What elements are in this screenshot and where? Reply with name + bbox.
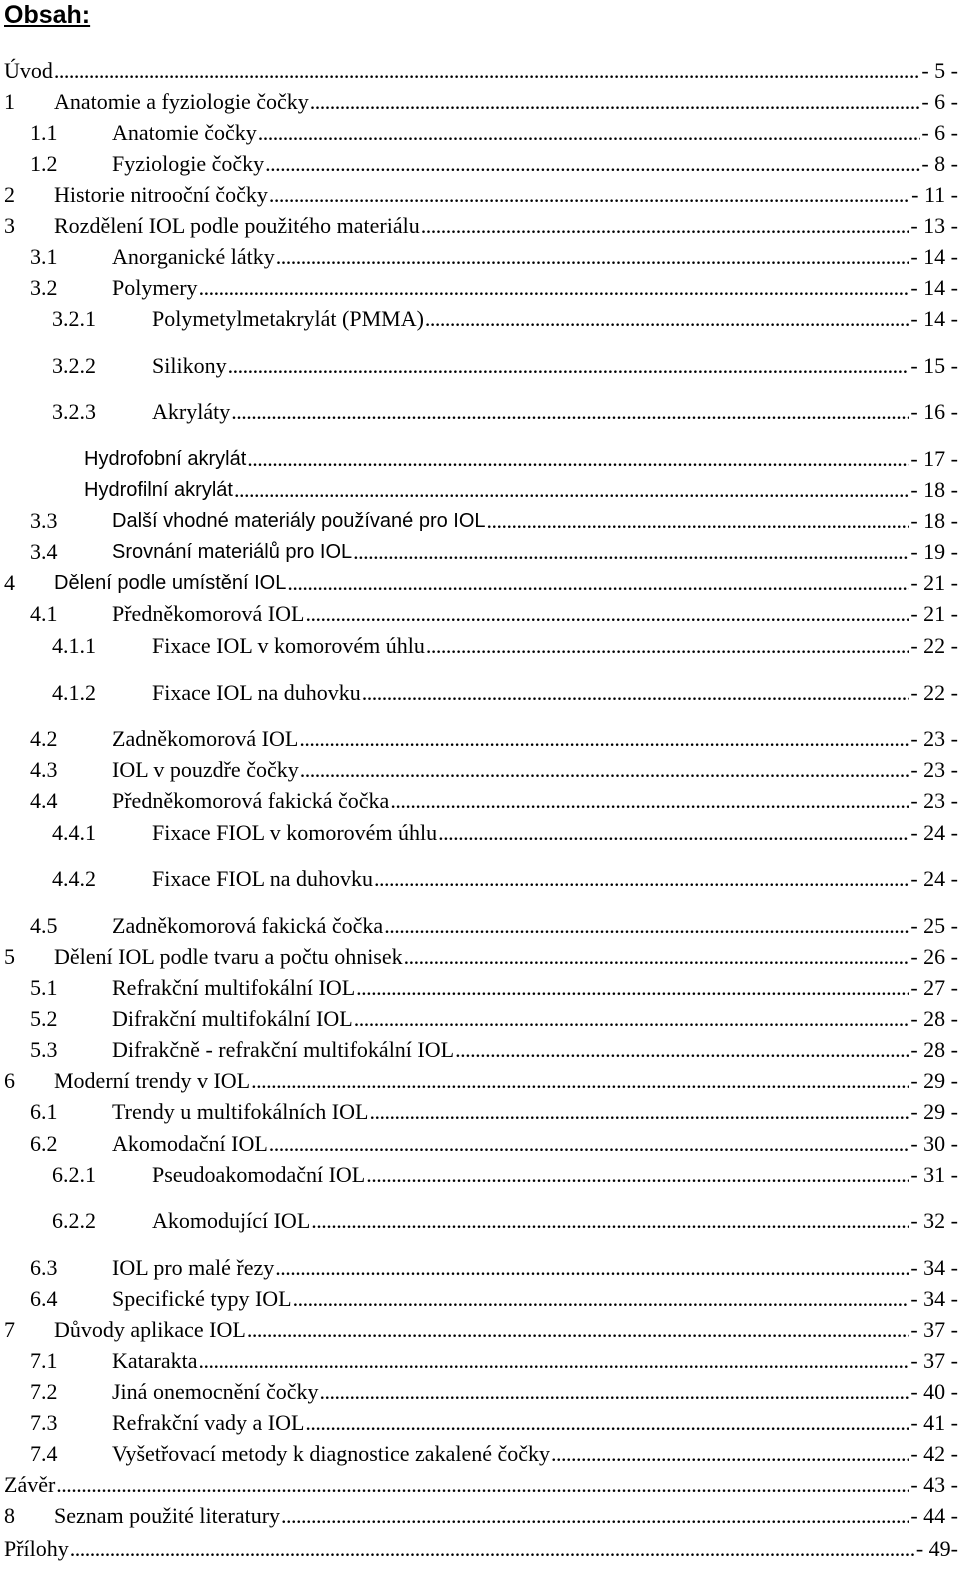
- toc-entry-number: 4.1.1: [52, 633, 96, 658]
- toc-entry-page: - 37 -: [910, 1317, 958, 1342]
- toc-entry-page: - 32 -: [910, 1208, 958, 1233]
- toc-entry-number: 6.2: [30, 1131, 58, 1156]
- dot-leader: [366, 1162, 909, 1188]
- dot-leader: [258, 120, 921, 146]
- toc-entry-number: 3.2.2: [52, 353, 96, 378]
- toc-entry[interactable]: [0, 784, 958, 814]
- toc-entry[interactable]: [0, 1095, 958, 1125]
- toc-entry-title: Anatomie čočky: [112, 120, 257, 145]
- toc-entry-page: - 15 -: [910, 353, 958, 378]
- toc-entry-page: - 24 -: [910, 820, 958, 845]
- toc-entry[interactable]: [0, 1033, 958, 1063]
- toc-entry-number: 7.2: [30, 1379, 58, 1404]
- toc-entry-page: - 27 -: [910, 975, 958, 1000]
- dot-leader: [70, 1536, 915, 1562]
- toc-entry-number: 7.4: [30, 1441, 58, 1466]
- toc-entry-number: 4.4: [30, 788, 58, 813]
- dot-leader: [199, 1348, 910, 1374]
- toc-entry[interactable]: [0, 676, 958, 706]
- toc-entry-page: - 43 -: [910, 1472, 958, 1497]
- toc-entry-number: 6: [4, 1068, 15, 1093]
- toc-entry-number: 7.1: [30, 1348, 58, 1373]
- dot-leader: [276, 244, 910, 270]
- toc-entry-title: Pseudoakomodační IOL: [152, 1162, 366, 1187]
- dot-leader: [234, 477, 909, 503]
- toc-entry[interactable]: [0, 722, 958, 752]
- dot-leader: [356, 975, 909, 1001]
- toc-entry-title: Důvody aplikace IOL: [54, 1317, 246, 1342]
- toc-entry-page: - 18 -: [910, 477, 958, 502]
- toc-entry-title: Difrakční multifokální IOL: [112, 1006, 353, 1031]
- toc-entry-title: Úvod: [4, 58, 53, 83]
- toc-entry-number: 6.1: [30, 1099, 58, 1124]
- toc-entry-title: Fixace FIOL na duhovku: [152, 866, 373, 891]
- toc-entry-title: Difrakčně - refrakční multifokální IOL: [112, 1037, 455, 1062]
- toc-entry-number: 5.3: [30, 1037, 58, 1062]
- toc-entry-title: Zadněkomorová IOL: [112, 726, 299, 751]
- dot-leader: [269, 182, 910, 208]
- toc-entry-title: Historie nitrooční čočky: [54, 182, 268, 207]
- toc-entry[interactable]: [0, 1406, 958, 1436]
- dot-leader: [287, 570, 909, 596]
- toc-entry-number: 4.1.2: [52, 680, 96, 705]
- toc-entry-number: 3.4: [30, 539, 58, 564]
- toc-entry[interactable]: [0, 271, 958, 301]
- toc-entry[interactable]: [0, 209, 958, 239]
- toc-entry[interactable]: [0, 566, 958, 596]
- dot-leader: [353, 539, 909, 565]
- toc-entry-title: Dělení IOL podle tvaru a počtu ohnisek: [54, 944, 403, 969]
- toc-entry-page: - 14 -: [910, 244, 958, 269]
- toc-entry-title: Anorganické látky: [112, 244, 275, 269]
- toc-entry[interactable]: [0, 240, 958, 270]
- toc-entry-title: Dělení podle umístění IOL: [54, 572, 287, 594]
- toc-entry-page: - 29 -: [910, 1068, 958, 1093]
- dot-leader: [551, 1441, 909, 1467]
- toc-entry-page: - 16 -: [910, 399, 958, 424]
- dot-leader: [362, 680, 910, 706]
- toc-entry-title: Fyziologie čočky: [112, 151, 265, 176]
- dot-leader: [54, 58, 920, 84]
- toc-entry-title: Hydrofobní akrylát: [84, 448, 247, 470]
- toc-entry-title: Akomodační IOL: [112, 1131, 268, 1156]
- toc-entry[interactable]: [0, 1204, 958, 1234]
- toc-entry-page: - 18 -: [910, 508, 958, 533]
- toc-entry[interactable]: [0, 178, 958, 208]
- toc-entry-page: - 6 -: [921, 120, 958, 145]
- toc-entry-title: Závěr: [4, 1472, 56, 1497]
- dot-leader: [56, 1472, 909, 1498]
- toc-entry-title: Hydrofilní akrylát: [84, 479, 233, 501]
- toc-entry-title: Fixace IOL na duhovku: [152, 680, 361, 705]
- dot-leader: [320, 1379, 910, 1405]
- dot-leader: [281, 1503, 909, 1529]
- toc-entry-page: - 40 -: [910, 1379, 958, 1404]
- dot-leader: [438, 820, 909, 846]
- toc-entry[interactable]: [0, 349, 958, 379]
- toc-entry[interactable]: [0, 147, 958, 177]
- toc-entry-title: IOL pro malé řezy: [112, 1255, 275, 1280]
- dot-leader: [247, 1317, 910, 1343]
- toc-entry-page: - 5 -: [921, 58, 958, 83]
- toc-entry[interactable]: [0, 629, 958, 659]
- toc-entry[interactable]: [0, 1251, 958, 1281]
- toc-entry-page: - 34 -: [910, 1286, 958, 1311]
- toc-entry[interactable]: [0, 116, 958, 146]
- toc-entry-page: - 23 -: [910, 757, 958, 782]
- dot-leader: [310, 89, 921, 115]
- toc-entry-number: 4.1: [30, 601, 58, 626]
- toc-heading: Obsah:: [4, 1, 91, 29]
- dot-leader: [384, 913, 909, 939]
- toc-entry[interactable]: [0, 473, 958, 503]
- toc-entry-title: Polymetylmetakrylát (PMMA): [152, 306, 424, 331]
- toc-entry[interactable]: [0, 54, 958, 84]
- toc-entry-page: - 21 -: [910, 570, 958, 595]
- toc-entry[interactable]: [0, 816, 958, 846]
- dot-leader: [455, 1037, 909, 1063]
- toc-entry[interactable]: [0, 1313, 958, 1343]
- toc-entry-page: - 49-: [915, 1536, 958, 1561]
- toc-entry-page: - 29 -: [910, 1099, 958, 1124]
- dot-leader: [300, 757, 910, 783]
- toc-entry-title: Refrakční multifokální IOL: [112, 975, 356, 1000]
- dot-leader: [354, 1006, 910, 1032]
- toc-entry-title: Další vhodné materiály používané pro IOL: [112, 510, 486, 532]
- toc-entry[interactable]: [0, 85, 958, 115]
- toc-entry-title: Fixace FIOL v komorovém úhlu: [152, 820, 438, 845]
- toc-entry-page: - 23 -: [910, 788, 958, 813]
- toc-entry-title: Fixace IOL v komorovém úhlu: [152, 633, 425, 658]
- dot-leader: [251, 1068, 909, 1094]
- toc-entry-title: Přílohy: [4, 1536, 69, 1561]
- dot-leader: [199, 275, 910, 301]
- toc-entry-number: 5: [4, 944, 15, 969]
- toc-entry[interactable]: [0, 1468, 958, 1498]
- toc-entry-page: - 41 -: [910, 1410, 958, 1435]
- toc-entry-page: - 26 -: [910, 944, 958, 969]
- toc-entry[interactable]: [0, 862, 958, 892]
- toc-entry-title: Trendy u multifokálních IOL: [112, 1099, 369, 1124]
- toc-entry[interactable]: [0, 971, 958, 1001]
- toc-entry[interactable]: [0, 535, 958, 565]
- toc-entry-page: - 22 -: [910, 633, 958, 658]
- toc-entry-number: 4.4.1: [52, 820, 96, 845]
- toc-entry-number: 4: [4, 570, 15, 595]
- toc-entry[interactable]: [0, 302, 958, 332]
- toc-entry-page: - 13 -: [910, 213, 958, 238]
- toc-entry-number: 3.2.1: [52, 306, 96, 331]
- toc-entry-page: - 28 -: [910, 1037, 958, 1062]
- toc-entry[interactable]: [0, 504, 958, 534]
- toc-entry-number: 6.2.1: [52, 1162, 96, 1187]
- toc-entry-title: Rozdělení IOL podle použitého materiálu: [54, 213, 420, 238]
- toc-entry-number: 3.3: [30, 508, 58, 533]
- toc-entry-number: 3.2.3: [52, 399, 96, 424]
- toc-entry-number: 4.5: [30, 913, 58, 938]
- toc-entry-number: 2: [4, 182, 15, 207]
- toc-entry[interactable]: [0, 597, 958, 627]
- toc-entry-number: 5.1: [30, 975, 58, 1000]
- toc-entry-page: - 11 -: [911, 182, 958, 207]
- toc-entry[interactable]: [0, 940, 958, 970]
- toc-entry-title: Specifické typy IOL: [112, 1286, 292, 1311]
- toc-entry[interactable]: [0, 1499, 958, 1529]
- toc-entry[interactable]: [0, 1158, 958, 1188]
- toc-entry-number: 4.2: [30, 726, 58, 751]
- toc-entry-number: 7: [4, 1317, 15, 1342]
- toc-entry-title: Vyšetřovací metody k diagnostice zakalené čočky: [112, 1441, 551, 1466]
- toc-entry-title: Katarakta: [112, 1348, 198, 1373]
- toc-entry-title: Moderní trendy v IOL: [54, 1068, 251, 1093]
- dot-leader: [311, 1208, 909, 1234]
- toc-entry-number: 6.4: [30, 1286, 58, 1311]
- toc-entry[interactable]: [0, 1282, 958, 1312]
- dot-leader: [374, 866, 909, 892]
- toc-entry-page: - 8 -: [921, 151, 958, 176]
- toc-entry-number: 1.1: [30, 120, 58, 145]
- toc-entry-page: - 14 -: [910, 306, 958, 331]
- toc-entry-title: Akomodující IOL: [152, 1208, 311, 1233]
- toc-entry-number: 3: [4, 213, 15, 238]
- toc-entry-title: Refrakční vady a IOL: [112, 1410, 305, 1435]
- toc-entry-page: - 14 -: [910, 275, 958, 300]
- dot-leader: [421, 213, 910, 239]
- dot-leader: [299, 726, 909, 752]
- toc-entry-page: - 17 -: [910, 446, 958, 471]
- dot-leader: [231, 399, 909, 425]
- toc-entry-number: 6.2.2: [52, 1208, 96, 1233]
- toc-entry-title: Zadněkomorová fakická čočka: [112, 913, 384, 938]
- toc-entry-number: 5.2: [30, 1006, 58, 1031]
- dot-leader: [426, 633, 909, 659]
- toc-entry[interactable]: [0, 1375, 958, 1405]
- dot-leader: [305, 601, 909, 627]
- toc-entry[interactable]: [0, 442, 958, 472]
- toc-entry-number: 1: [4, 89, 15, 114]
- toc-entry[interactable]: [0, 753, 958, 783]
- toc-entry-title: Předněkomorová fakická čočka: [112, 788, 390, 813]
- toc-entry-number: 7.3: [30, 1410, 58, 1435]
- toc-entry-page: - 44 -: [910, 1503, 958, 1528]
- toc-entry-title: Předněkomorová IOL: [112, 601, 305, 626]
- toc-entry-title: Anatomie a fyziologie čočky: [54, 89, 309, 114]
- toc-entry-page: - 28 -: [910, 1006, 958, 1031]
- toc-entry[interactable]: [0, 909, 958, 939]
- dot-leader: [275, 1255, 909, 1281]
- dot-leader: [390, 788, 909, 814]
- toc-entry[interactable]: [0, 1064, 958, 1094]
- toc-entry-title: IOL v pouzdře čočky: [112, 757, 299, 782]
- toc-entry[interactable]: [0, 1532, 958, 1562]
- toc-entry-page: - 19 -: [910, 539, 958, 564]
- toc-entry-title: Silikony: [152, 353, 227, 378]
- toc-entry-number: 6.3: [30, 1255, 58, 1280]
- toc-entry-number: 8: [4, 1503, 15, 1528]
- dot-leader: [369, 1099, 909, 1125]
- toc-entry-page: - 31 -: [910, 1162, 958, 1187]
- dot-leader: [293, 1286, 910, 1312]
- toc-entry-page: - 21 -: [910, 601, 958, 626]
- dot-leader: [404, 944, 910, 970]
- dot-leader: [305, 1410, 909, 1436]
- toc-entry-page: - 24 -: [910, 866, 958, 891]
- toc-entry-number: 1.2: [30, 151, 58, 176]
- toc-entry-page: - 37 -: [910, 1348, 958, 1373]
- toc-entry-page: - 34 -: [910, 1255, 958, 1280]
- toc-entry-number: 3.2: [30, 275, 58, 300]
- toc-entry-number: 4.4.2: [52, 866, 96, 891]
- dot-leader: [487, 508, 910, 534]
- toc-entry-page: - 42 -: [910, 1441, 958, 1466]
- toc-entry-page: - 23 -: [910, 726, 958, 751]
- toc-entry-page: - 22 -: [910, 680, 958, 705]
- toc-entry-title: Jiná onemocnění čočky: [112, 1379, 319, 1404]
- toc-entry-title: Srovnání materiálů pro IOL: [112, 541, 353, 563]
- dot-leader: [247, 446, 909, 472]
- toc-entry-page: - 30 -: [910, 1131, 958, 1156]
- dot-leader: [228, 353, 910, 379]
- toc-entry[interactable]: [0, 1127, 958, 1157]
- toc-entry[interactable]: [0, 395, 958, 425]
- toc-entry[interactable]: [0, 1002, 958, 1032]
- dot-leader: [265, 151, 920, 177]
- toc-entry-number: 4.3: [30, 757, 58, 782]
- toc-entry-page: - 6 -: [921, 89, 958, 114]
- toc-entry-title: Akryláty: [152, 399, 231, 424]
- dot-leader: [269, 1131, 910, 1157]
- toc-entry[interactable]: [0, 1344, 958, 1374]
- toc-entry-title: Polymery: [112, 275, 198, 300]
- toc-entry-number: 3.1: [30, 244, 58, 269]
- dot-leader: [425, 306, 909, 332]
- toc-entry-page: - 25 -: [910, 913, 958, 938]
- toc-entry[interactable]: [0, 1437, 958, 1467]
- toc-entry-title: Seznam použité literatury: [54, 1503, 281, 1528]
